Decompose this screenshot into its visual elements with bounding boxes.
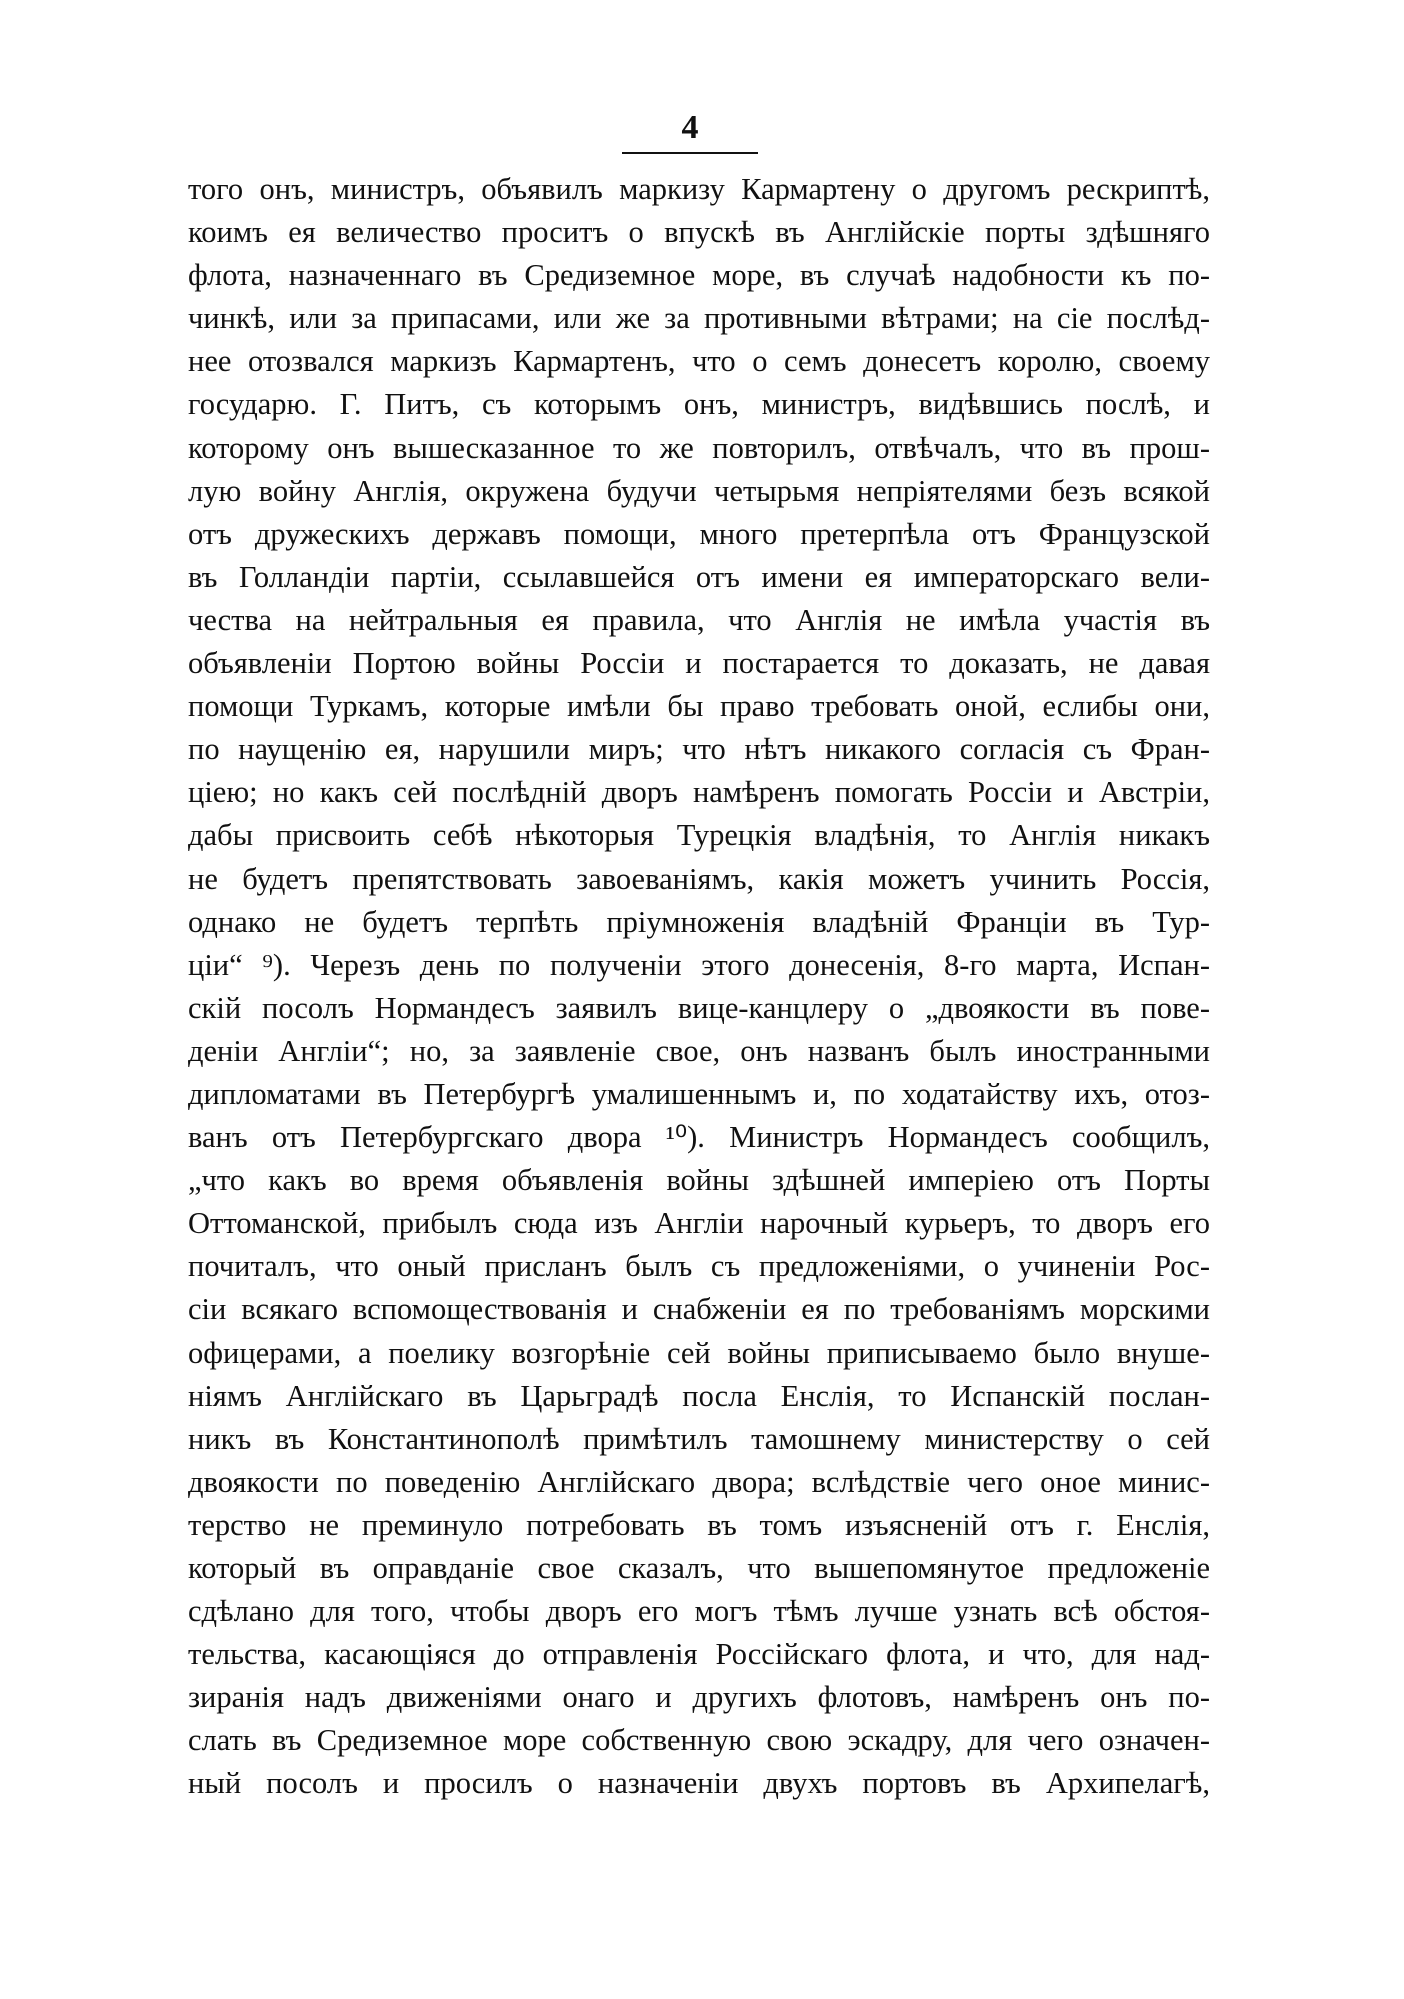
body-text [188,168,1210,1806]
text-line: государю. Г. Питъ, съ которымъ онъ, министръ, видѣвшись послѣ, и [188,387,1210,422]
text-line: ный посолъ и просилъ о назначеніи двухъ портовъ въ Архипелагѣ, [188,1766,1210,1801]
text-line: зиранія надъ движеніями онаго и другихъ флотовъ, намѣренъ онъ по- [188,1680,1210,1715]
text-line: слать въ Средиземное море собственную свою эскадру, для чего означен- [188,1723,1210,1758]
text-line: дипломатами въ Петербургѣ умалишеннымъ и, по ходатайству ихъ, отоз- [188,1076,1210,1111]
text-line: который въ оправданіе свое сказалъ, что вышепомянутое предложеніе [188,1551,1210,1585]
text-line: которому онъ вышесказанное то же повторилъ, отвѣчалъ, что въ прош- [188,430,1210,465]
text-line: офицерами, а поелику возгорѣніе сей войны приписываемо было внуше- [188,1335,1210,1370]
text-line: сдѣлано для того, чтобы дворъ его могъ тѣмъ лучше узнать всѣ обстоя- [188,1594,1210,1629]
text-line: скій посолъ Нормандесъ заявилъ вице-канцлеру о „двоякости въ пове- [188,990,1210,1025]
page-number: 4 [681,109,699,146]
text-line: флота, назначеннаго въ Средиземное море, въ случаѣ надобности къ по- [188,258,1210,293]
text-line: ніямъ Англійскаго въ Царьградѣ посла Енслія, то Испанскій послан- [188,1378,1210,1413]
text-line: чинкѣ, или за припасами, или же за противными вѣтрами; на сіе послѣд- [188,301,1210,336]
text-line: коимъ ея величество проситъ о впускѣ въ Англійскіе порты здѣшняго [188,215,1210,250]
text-line: никъ въ Константинополѣ примѣтилъ тамошнему министерству о сей [188,1421,1210,1456]
text-line: по наущенію ея, нарушили миръ; что нѣтъ никакого согласія съ Фран- [188,732,1210,767]
text-line: не будетъ препятствовать завоеваніямъ, какія можетъ учинить Россія, [188,861,1210,896]
text-line: двоякости по поведенію Англійскаго двора; вслѣдствіе чего оное минис- [188,1464,1210,1499]
text-line: однако не будетъ терпѣть пріумноженія владѣній Франціи въ Тур- [188,904,1210,939]
text-line: нее отозвался маркизъ Кармартенъ, что о семъ донесетъ королю, своему [188,344,1210,379]
text-line: ванъ отъ Петербургскаго двора ¹⁰). Министръ Нормандесъ сообщилъ, [188,1120,1210,1155]
text-line: дабы присвоить себѣ нѣкоторыя Турецкія владѣнія, то Англія никакъ [188,818,1210,853]
text-line: чества на нейтральныя ея правила, что Англія не имѣла участія въ [188,602,1210,637]
text-line: помощи Туркамъ, которые имѣли бы право требовать оной, еслибы они, [188,689,1210,724]
text-line: терство не преминуло потребовать въ томъ изъясненій отъ г. Енслія, [188,1507,1210,1542]
text-line: тельства, касающіяся до отправленія Россійскаго флота, и что, для над- [188,1637,1210,1672]
page-number-rule [622,152,758,154]
text-line: объявленіи Портою войны Россіи и постарается то доказать, не давая [188,646,1210,681]
text-line: лую войну Англія, окружена будучи четырьмя непріятелями безъ всякой [188,473,1210,508]
text-line: ціи“ ⁹). Черезъ день по полученіи этого донесенія, 8-го марта, Испан- [188,947,1210,982]
text-line: „что какъ во время объявленія войны здѣшней имперіею отъ Порты [188,1163,1210,1198]
text-line: почиталъ, что оный присланъ былъ съ предложеніями, о учиненіи Рос- [188,1249,1210,1284]
text-line: въ Голландіи партіи, ссылавшейся отъ имени ея императорскаго вели- [188,559,1210,594]
text-line: деніи Англіи“; но, за заявленіе свое, онъ названъ былъ иностранными [188,1033,1210,1068]
text-line: Оттоманской, прибылъ сюда изъ Англіи нарочный курьеръ, то дворъ его [188,1206,1210,1241]
text-line: сіи всякаго вспомоществованія и снабженіи ея по требованіямъ морскими [188,1292,1210,1327]
text-line: ціею; но какъ сей послѣдній дворъ намѣренъ помогать Россіи и Австріи, [188,775,1210,810]
text-line: того онъ, министръ, объявилъ маркизу Кармартену о другомъ рескриптѣ, [188,172,1210,206]
text-line: отъ дружескихъ державъ помощи, много претерпѣла отъ Французской [188,516,1210,551]
